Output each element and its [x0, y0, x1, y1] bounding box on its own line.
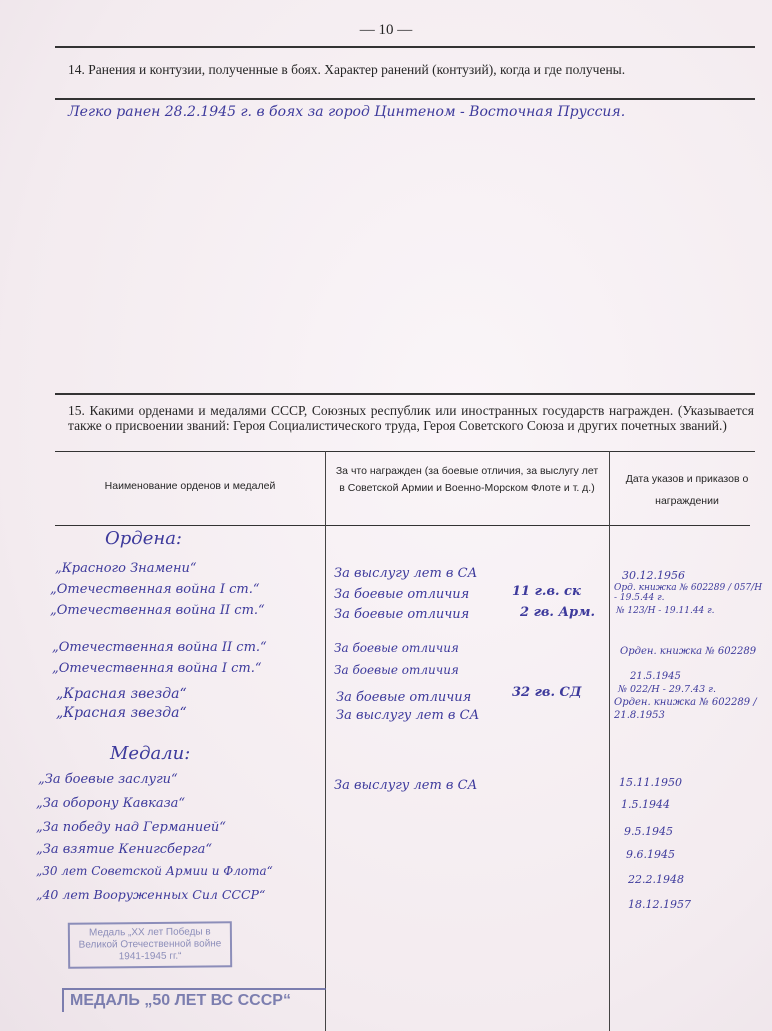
order-name: „Отечественная война I ст.“	[52, 661, 262, 676]
medals-heading: Медали:	[110, 743, 191, 764]
order-unit: 32 гв. СД	[512, 685, 582, 700]
order-date: № 123/Н - 19.11.44 г.	[616, 606, 715, 616]
table-top-rule	[55, 451, 755, 452]
medal-date: 18.12.1957	[628, 898, 691, 911]
order-name: „Отечественная война II ст.“	[50, 603, 265, 618]
order-date: Орден. книжка № 602289	[620, 646, 757, 657]
medal-name: „За взятие Кенигсберга“	[36, 842, 212, 857]
order-unit: 11 г.в. ск	[512, 584, 581, 599]
order-unit: 2 гв. Арм.	[520, 605, 596, 620]
order-reason: За боевые отличия	[334, 663, 459, 677]
medal-name: „За боевые заслуги“	[38, 772, 178, 787]
order-reason: За боевые отличия	[334, 607, 470, 622]
table-header-rule	[55, 525, 750, 526]
order-reason: За выслугу лет в СА	[336, 708, 480, 723]
medal-stamp: Медаль „XX лет Победы в Великой Отечественной войне 1941-1945 гг.“	[68, 921, 232, 968]
order-reason: За боевые отличия	[334, 587, 470, 602]
order-reason: За выслугу лет в СА	[334, 566, 478, 581]
order-date: Орд. книжка № 602289 / 057/Н - 19.5.44 г.	[614, 583, 763, 603]
order-name: „Отечественная война II ст.“	[52, 640, 267, 655]
col-header-reason: За что награжден (за боевые отличия, за выслугу лет в Советской Армии и Военно-Морском Флоте и т. д.)	[335, 465, 599, 494]
medal-name: „За победу над Германией“	[36, 820, 226, 835]
medal-name: „40 лет Вооруженных Сил СССР“	[36, 887, 266, 902]
top-rule	[55, 46, 755, 48]
section14-answer: Легко ранен 28.2.1945 г. в боях за город Цинтеном - Восточная Пруссия.	[68, 104, 626, 120]
order-date: № 022/Н - 29.7.43 г.	[618, 684, 716, 695]
section15-question: 15. Какими орденами и медалями СССР, Союзных республик или иностранных государств награжден. (Указывается также о присвоении званий: Героя Социалистического труда, Героя Советского Союза и других почетных званий.)	[68, 403, 754, 433]
order-name: „Красная звезда“	[56, 686, 187, 702]
medal-reason: За выслугу лет в СА	[334, 778, 478, 793]
order-name: „Красная звезда“	[56, 705, 187, 721]
orders-heading: Ордена:	[105, 528, 182, 549]
medal-date: 9.6.1945	[626, 848, 675, 861]
medal-stamp: МЕДАЛЬ „50 ЛЕТ ВС СССР“	[62, 988, 326, 1012]
section14-rule	[55, 98, 755, 100]
medal-name: „За оборону Кавказа“	[36, 796, 186, 811]
order-name: „Отечественная война I ст.“	[50, 582, 260, 597]
medal-date: 15.11.1950	[619, 776, 682, 789]
section14-question: 14. Ранения и контузии, полученные в боях. Характер ранений (контузий), когда и где получены.	[68, 62, 626, 77]
medal-date: 1.5.1944	[621, 798, 670, 811]
medal-name: „30 лет Советской Армии и Флота“	[36, 864, 273, 878]
section15-rule	[55, 393, 755, 395]
col-header-date: Дата указов и приказов о награждении	[625, 473, 749, 507]
medal-date: 22.2.1948	[628, 873, 684, 886]
order-name: „Красного Знамени“	[55, 561, 197, 576]
order-date: 21.5.1945	[630, 671, 681, 682]
order-reason: За боевые отличия	[334, 641, 459, 655]
table-col-divider-1	[325, 451, 326, 1031]
order-date: 30.12.1956	[622, 569, 685, 582]
medal-date: 9.5.1945	[624, 825, 673, 838]
order-reason: За боевые отличия	[336, 690, 472, 705]
table-col-divider-2	[609, 451, 610, 1031]
col-header-name: Наименование орденов и медалей	[104, 480, 276, 492]
order-date: Орден. книжка № 602289 / 21.8.1953	[614, 697, 757, 721]
page-number: — 10 —	[359, 22, 413, 38]
